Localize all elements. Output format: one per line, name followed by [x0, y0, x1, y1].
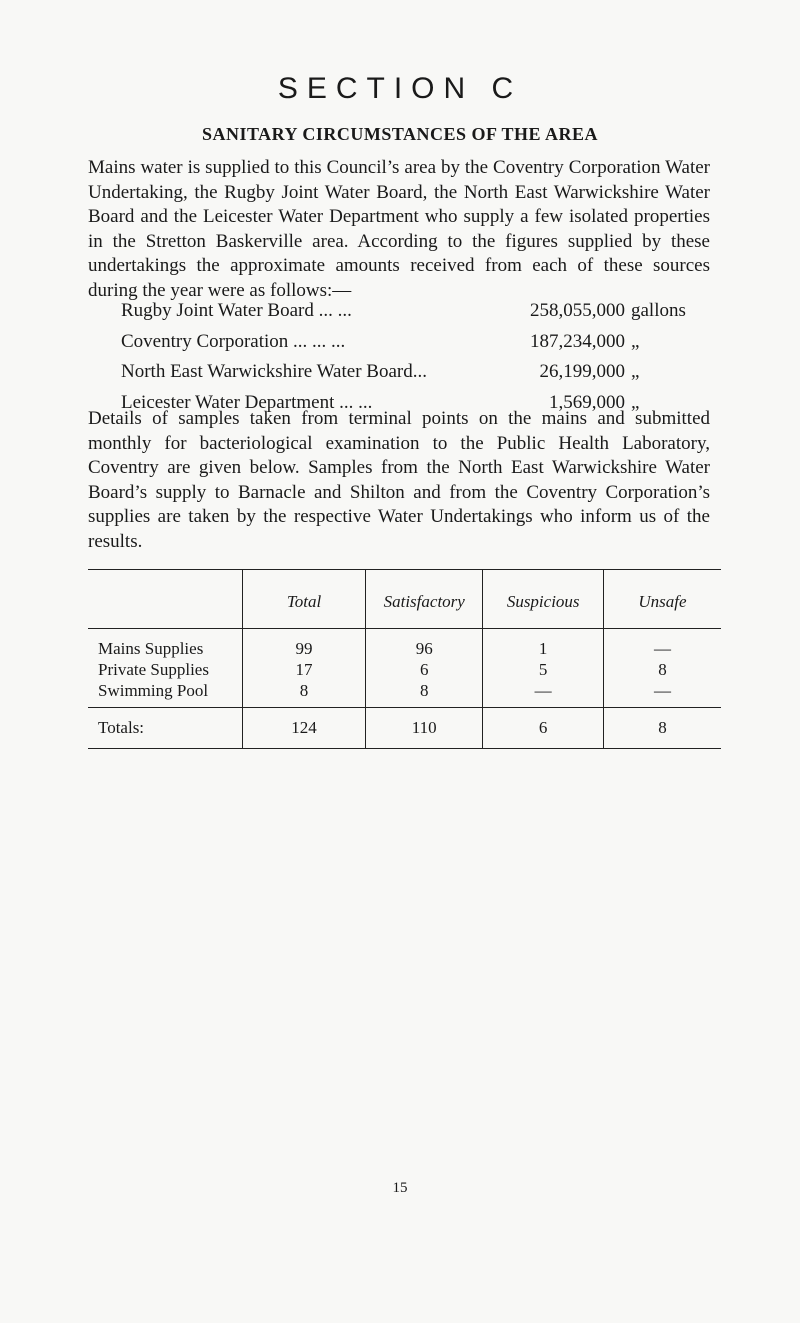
cell-suspicious: 5 — [483, 659, 603, 680]
header-cell-satisfactory: Satisfactory — [365, 570, 483, 629]
row-label: Mains Supplies — [98, 639, 204, 658]
header-cell-suspicious: Suspicious — [483, 570, 603, 629]
cell-total: 17 — [243, 659, 366, 680]
supply-row — [121, 299, 721, 330]
intro-paragraph: Mains water is supplied to this Council’s area by the Coventry Corporation Water Undertaking, the Rugby Joint Water Board, the North East Warwickshire Water Board and the Leicester Water Department who supply a few isolated properties in the Stretton Baskerville area. According to the figures supplied by these undertakings the approximate amounts received from each of these sources during the year were as follows:— — [88, 157, 710, 301]
header-cell-blank — [88, 570, 243, 629]
samples-table — [88, 569, 721, 749]
table-header-row — [88, 570, 721, 629]
row-label: Swimming Pool — [98, 681, 209, 700]
supply-name: Leicester Water Department ... ... — [121, 391, 373, 413]
supply-name: North East Warwickshire Water Board... — [121, 361, 427, 382]
totals-label: Totals: — [88, 708, 243, 749]
table-row — [88, 629, 721, 660]
page-number: 15 — [392, 1180, 408, 1196]
totals-row — [88, 708, 721, 749]
page-subtitle: SANITARY CIRCUMSTANCES OF THE AREA — [201, 124, 599, 144]
total-suspicious: 6 — [483, 708, 603, 749]
cell-total: 8 — [243, 680, 366, 708]
cell-suspicious: 1 — [483, 629, 603, 660]
supply-unit: „ — [631, 330, 640, 352]
total-unsafe: 8 — [603, 708, 721, 749]
supply-unit: gallons — [631, 300, 686, 321]
samples-paragraph: Details of samples taken from terminal points on the mains and submitted monthly for bacteriological examination to the Public Health Laboratory, Coventry are given below. Samples from the North East Warwickshire Water Board’s supply to Barnacle and Shilton and from the Coventry Corporation’s supplies are taken by the respective Water Undertakings who inform us of the results. — [88, 408, 710, 552]
cell-satisfactory: 8 — [365, 680, 483, 708]
cell-unsafe: — — [603, 680, 721, 708]
cell-suspicious: — — [483, 680, 603, 708]
total-satisfactory: 110 — [365, 708, 483, 749]
total-total: 124 — [243, 708, 366, 749]
header-cell-unsafe: Unsafe — [603, 570, 721, 629]
supply-amount: 26,199,000 — [539, 361, 625, 382]
water-supply-list — [121, 299, 721, 421]
supply-amount: 258,055,000 — [530, 300, 625, 321]
supply-amount: 1,569,000 — [549, 391, 625, 413]
cell-satisfactory: 96 — [365, 629, 483, 660]
supply-name: Rugby Joint Water Board ... ... — [121, 300, 352, 321]
supply-row — [121, 330, 721, 361]
header-cell-total: Total — [243, 570, 366, 629]
section-title: SECTION C — [277, 72, 523, 105]
supply-unit: „ — [631, 391, 640, 413]
row-label: Private Supplies — [98, 660, 209, 679]
supply-row — [121, 360, 721, 391]
table-row — [88, 659, 721, 680]
supply-amount: 187,234,000 — [530, 330, 625, 352]
table-row — [88, 680, 721, 708]
cell-unsafe: 8 — [603, 659, 721, 680]
cell-total: 99 — [243, 629, 366, 660]
cell-unsafe: — — [603, 629, 721, 660]
supply-name: Coventry Corporation ... ... ... — [121, 330, 346, 352]
cell-satisfactory: 6 — [365, 659, 483, 680]
supply-unit: „ — [631, 361, 640, 382]
